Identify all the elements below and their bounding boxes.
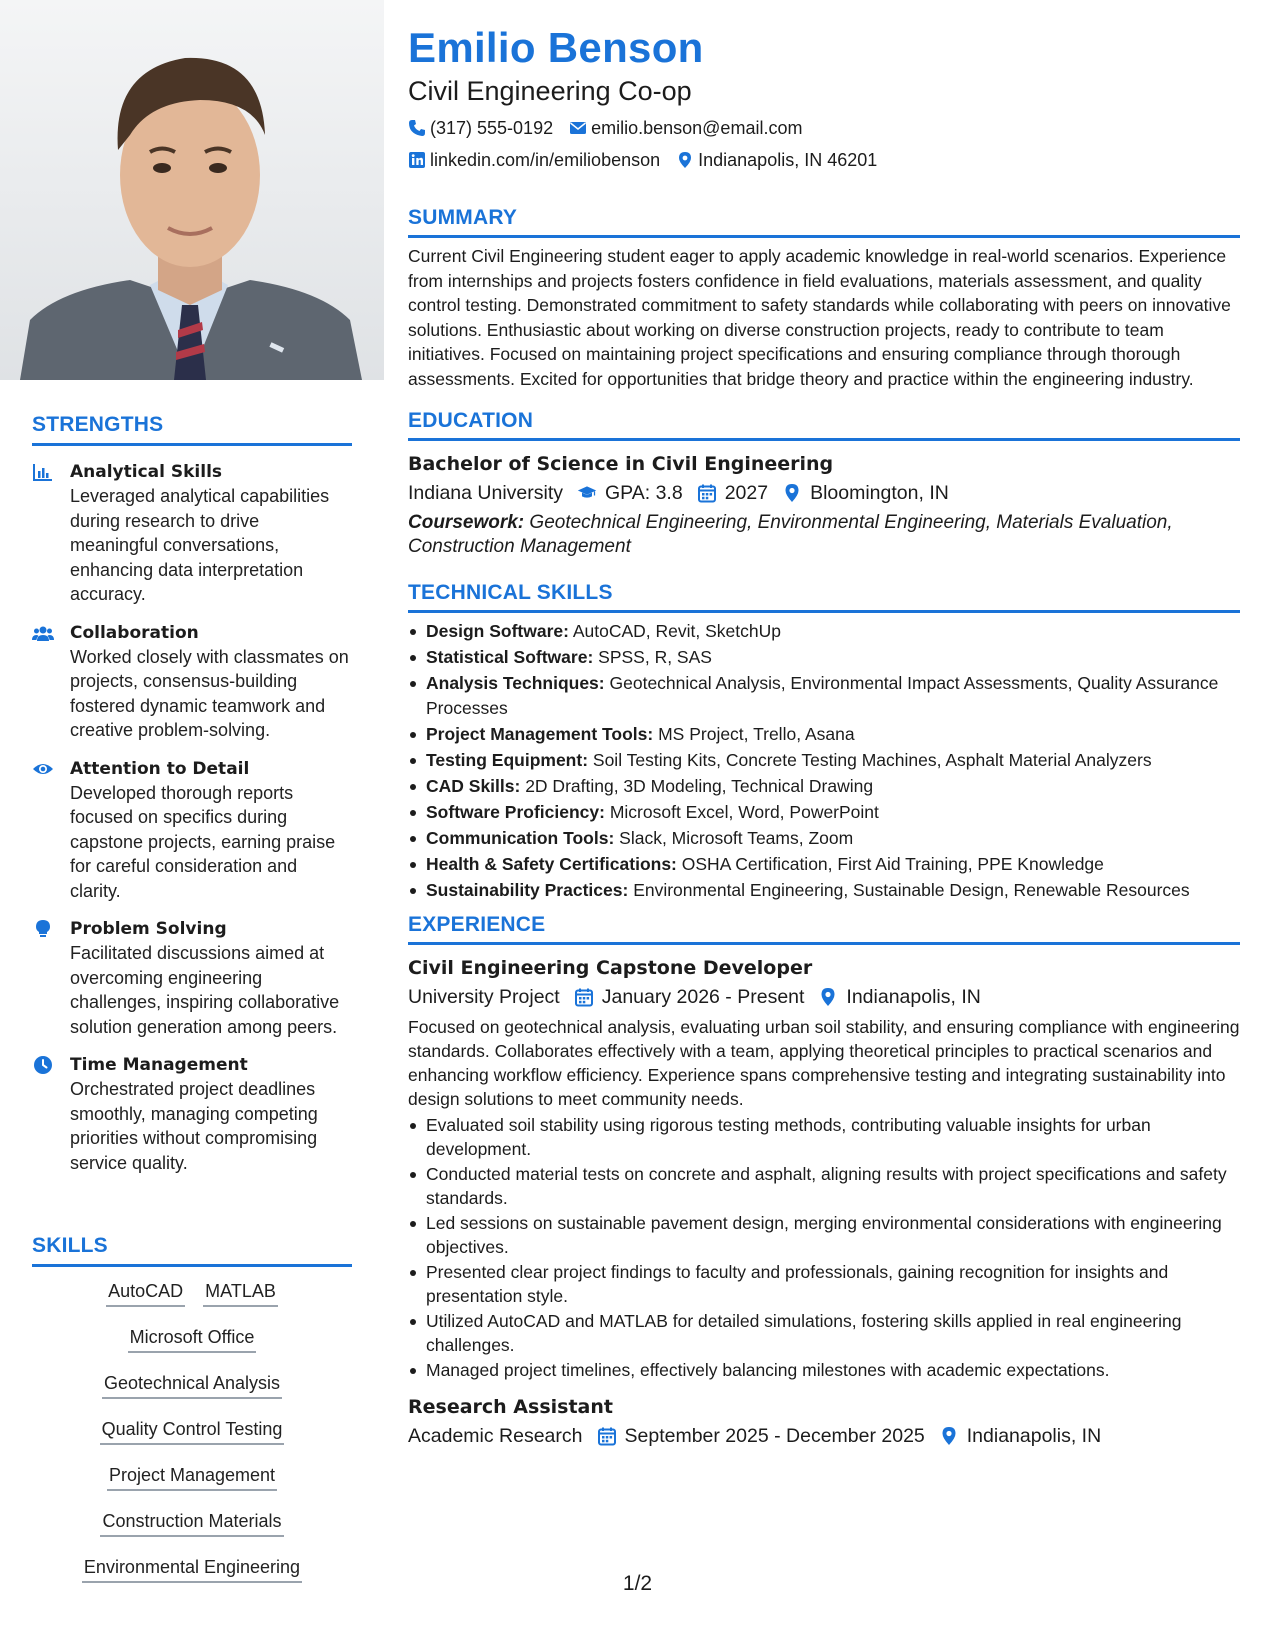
skill-tag: Microsoft Office: [128, 1325, 257, 1353]
skill-values: Slack, Microsoft Teams, Zoom: [619, 828, 854, 848]
linkedin-icon: [408, 151, 426, 169]
skill-tag: Environmental Engineering: [82, 1555, 302, 1583]
summary-section: [408, 206, 1240, 391]
contact-row: [408, 116, 1240, 140]
lightbulb-icon: [32, 917, 70, 1039]
technical-skill-item: [408, 800, 1240, 825]
phone-text: (317) 555-0192: [430, 118, 554, 138]
skills-title: SKILLS: [32, 1234, 352, 1267]
strength-item: [32, 1053, 352, 1175]
job-organization: Academic Research: [408, 1425, 583, 1447]
job-dates: [597, 1422, 925, 1450]
job-organization: University Project: [408, 986, 560, 1008]
bar-chart-icon: [32, 460, 70, 607]
skill-category: Analysis Techniques:: [426, 673, 605, 693]
skill-tag: Quality Control Testing: [100, 1417, 285, 1445]
job-dates-text: January 2026 - Present: [601, 986, 805, 1008]
skill-tag: AutoCAD: [106, 1279, 185, 1307]
job-summary: Focused on geotechnical analysis, evaluating urban soil stability, and ensuring compliance with engineering standards. Collaborates effectively with a team, applying theoretical principles to practical scenarios and enhancing workflow efficiency. Experience spans comprehensive testing and integrating sustainability into design solutions to meet community needs.: [408, 1017, 1240, 1109]
year-text: 2027: [724, 482, 769, 504]
skill-category: Software Proficiency:: [426, 802, 605, 822]
skill-values: MS Project, Trello, Asana: [658, 724, 855, 744]
candidate-role: Civil Engineering Co-op: [408, 76, 692, 106]
calendar-icon: [574, 987, 594, 1007]
job-bullet: Managed project timelines, effectively balancing milestones with academic expectations.: [408, 1358, 1240, 1382]
main-content: [408, 22, 1240, 1450]
phone-contact[interactable]: [408, 116, 553, 140]
map-pin-icon: [818, 987, 838, 1007]
skill-values: SPSS, R, SAS: [598, 647, 712, 667]
job-title: Civil Engineering Capstone Developer: [408, 957, 813, 979]
email-contact[interactable]: [569, 116, 802, 140]
coursework: [408, 511, 1240, 559]
job-location: [818, 983, 980, 1011]
job-dates: [574, 983, 805, 1011]
technical-skill-item: [408, 878, 1240, 903]
technical-skills-title: TECHNICAL SKILLS: [408, 581, 1240, 613]
eye-icon: [32, 757, 70, 904]
strengths-title: STRENGTHS: [32, 413, 352, 446]
job-meta: [408, 1422, 1240, 1450]
graduation-cap-icon: [577, 483, 597, 503]
job-location-text: Indianapolis, IN: [846, 986, 981, 1008]
map-pin-icon: [676, 151, 694, 169]
skill-values: Soil Testing Kits, Concrete Testing Machines, Asphalt Material Analyzers: [592, 750, 1152, 770]
strength-description: Facilitated discussions aimed at overcoming engineering challenges, inspiring collaborative solution generation among peers.: [70, 943, 340, 1037]
strength-title: Collaboration: [70, 622, 199, 643]
skill-values: Environmental Engineering, Sustainable Design, Renewable Resources: [633, 880, 1190, 900]
job-meta: [408, 983, 1240, 1011]
strength-description: Leveraged analytical capabilities during research to drive meaningful conversations, enhancing data interpretation accuracy.: [70, 486, 330, 604]
degree-title: Bachelor of Science in Civil Engineering: [408, 453, 834, 475]
skill-values: Geotechnical Analysis, Environmental Impact Assessments, Quality Assurance Processes: [426, 673, 1219, 718]
envelope-icon: [569, 119, 587, 137]
sidebar: [0, 0, 384, 1650]
gpa-text: GPA: 3.8: [605, 482, 683, 504]
education-location-text: Bloomington, IN: [810, 482, 949, 504]
technical-skill-item: [408, 748, 1240, 773]
job-bullets: [408, 1113, 1240, 1382]
year-item: [697, 479, 768, 507]
gpa-item: [577, 479, 683, 507]
experience-section: [408, 913, 1240, 1450]
job-bullet: Conducted material tests on concrete and asphalt, aligning results with project specifications and safety standards.: [408, 1162, 1240, 1210]
technical-skill-item: [408, 774, 1240, 799]
job-dates-text: September 2025 - December 2025: [624, 1425, 925, 1447]
skill-category: Communication Tools:: [426, 828, 615, 848]
technical-skill-item: [408, 619, 1240, 644]
summary-title: SUMMARY: [408, 206, 1240, 238]
clock-icon: [32, 1053, 70, 1175]
skill-values: 2D Drafting, 3D Modeling, Technical Drawing: [525, 776, 874, 796]
strengths-section: [32, 413, 352, 1175]
calendar-icon: [597, 1426, 617, 1446]
job-title: Research Assistant: [408, 1396, 613, 1418]
skills-list: [32, 1279, 352, 1583]
strength-item: [32, 757, 352, 904]
skill-category: Project Management Tools:: [426, 724, 654, 744]
strength-description: Worked closely with classmates on projects, consensus-building fostered dynamic teamwork and creative problem-solving.: [70, 646, 349, 740]
skills-section: [32, 1234, 352, 1601]
skill-category: Health & Safety Certifications:: [426, 854, 677, 874]
skill-values: AutoCAD, Revit, SketchUp: [572, 621, 781, 641]
technical-skills-section: [408, 581, 1240, 903]
phone-icon: [408, 119, 426, 137]
email-text: emilio.benson@email.com: [591, 118, 803, 138]
linkedin-text: linkedin.com/in/emiliobenson: [430, 150, 661, 170]
job-bullet: Evaluated soil stability using rigorous testing methods, contributing valuable insights for urban development.: [408, 1113, 1240, 1161]
calendar-icon: [697, 483, 717, 503]
skill-category: Statistical Software:: [426, 647, 594, 667]
job-location: [939, 1422, 1101, 1450]
strength-title: Problem Solving: [70, 919, 227, 939]
technical-skill-item: [408, 645, 1240, 670]
linkedin-contact[interactable]: [408, 148, 660, 172]
skill-tag: Project Management: [107, 1463, 277, 1491]
skill-tag: Construction Materials: [100, 1509, 283, 1537]
strength-item: [32, 917, 352, 1039]
skill-values: OSHA Certification, First Aid Training, PPE Knowledge: [681, 854, 1104, 874]
skill-tag: Geotechnical Analysis: [102, 1371, 282, 1399]
strength-description: Developed thorough reports focused on specifics during capstone projects, earning praise for careful consideration and clarity.: [70, 782, 336, 901]
summary-text: Current Civil Engineering student eager to apply academic knowledge in real-world scenarios. Experience from internships and projects fosters confidence in field evaluations, materials assessment, and quality control testing. Demonstrated commitment to safety standards while collaborating with peers on innovative solutions. Enthusiastic about working on diverse construction projects, ready to contribute to team initiatives. Focused on maintaining project specifications and ensuring compliance through thorough assessments. Excited for opportunities that bridge theory and practice within the engineering industry.: [408, 246, 1231, 389]
strength-description: Orchestrated project deadlines smoothly, managing competing priorities without compromising service quality.: [70, 1079, 318, 1173]
strength-title: Attention to Detail: [70, 758, 250, 779]
technical-skill-item: [408, 671, 1240, 721]
job-bullet: Utilized AutoCAD and MATLAB for detailed simulations, fostering skills applied in real engineering challenges.: [408, 1309, 1240, 1357]
candidate-name: Emilio Benson: [408, 24, 704, 71]
skill-values: Microsoft Excel, Word, PowerPoint: [609, 802, 879, 822]
location-text: Indianapolis, IN 46201: [698, 150, 878, 170]
skill-category: Design Software:: [426, 621, 569, 641]
job-location-text: Indianapolis, IN: [966, 1425, 1102, 1447]
strength-item: [32, 621, 352, 743]
coursework-text: Geotechnical Engineering, Environmental Engineering, Materials Evaluation, Construction Management: [408, 512, 1173, 557]
technical-skill-item: [408, 852, 1240, 877]
location-contact: [676, 148, 877, 172]
education-title: EDUCATION: [408, 409, 1240, 441]
strength-item: [32, 460, 352, 607]
map-pin-icon: [939, 1426, 959, 1446]
strength-title: Analytical Skills: [70, 462, 223, 482]
skill-category: Testing Equipment:: [426, 750, 589, 770]
users-icon: [32, 621, 70, 743]
profile-photo-image: [0, 0, 384, 380]
skill-tag: MATLAB: [203, 1279, 278, 1307]
contact-row: [408, 148, 1240, 172]
education-location: [782, 479, 949, 507]
experience-title: EXPERIENCE: [408, 913, 1240, 945]
skill-category: Sustainability Practices:: [426, 880, 629, 900]
coursework-label: Coursework:: [408, 512, 525, 533]
job-bullet: Led sessions on sustainable pavement design, merging environmental considerations with engineering objectives.: [408, 1211, 1240, 1259]
page-number: 1/2: [622, 1572, 653, 1595]
technical-skill-item: [408, 826, 1240, 851]
skill-category: CAD Skills:: [426, 776, 521, 796]
map-pin-icon: [782, 483, 802, 503]
school-name: Indiana University: [408, 482, 563, 504]
technical-skills-list: [408, 619, 1240, 903]
profile-photo: [0, 0, 384, 380]
education-meta: [408, 479, 1240, 507]
technical-skill-item: [408, 722, 1240, 747]
strength-title: Time Management: [70, 1055, 248, 1075]
education-section: [408, 409, 1240, 559]
job-bullet: Presented clear project findings to faculty and professionals, gaining recognition for insights and presentation style.: [408, 1260, 1240, 1308]
